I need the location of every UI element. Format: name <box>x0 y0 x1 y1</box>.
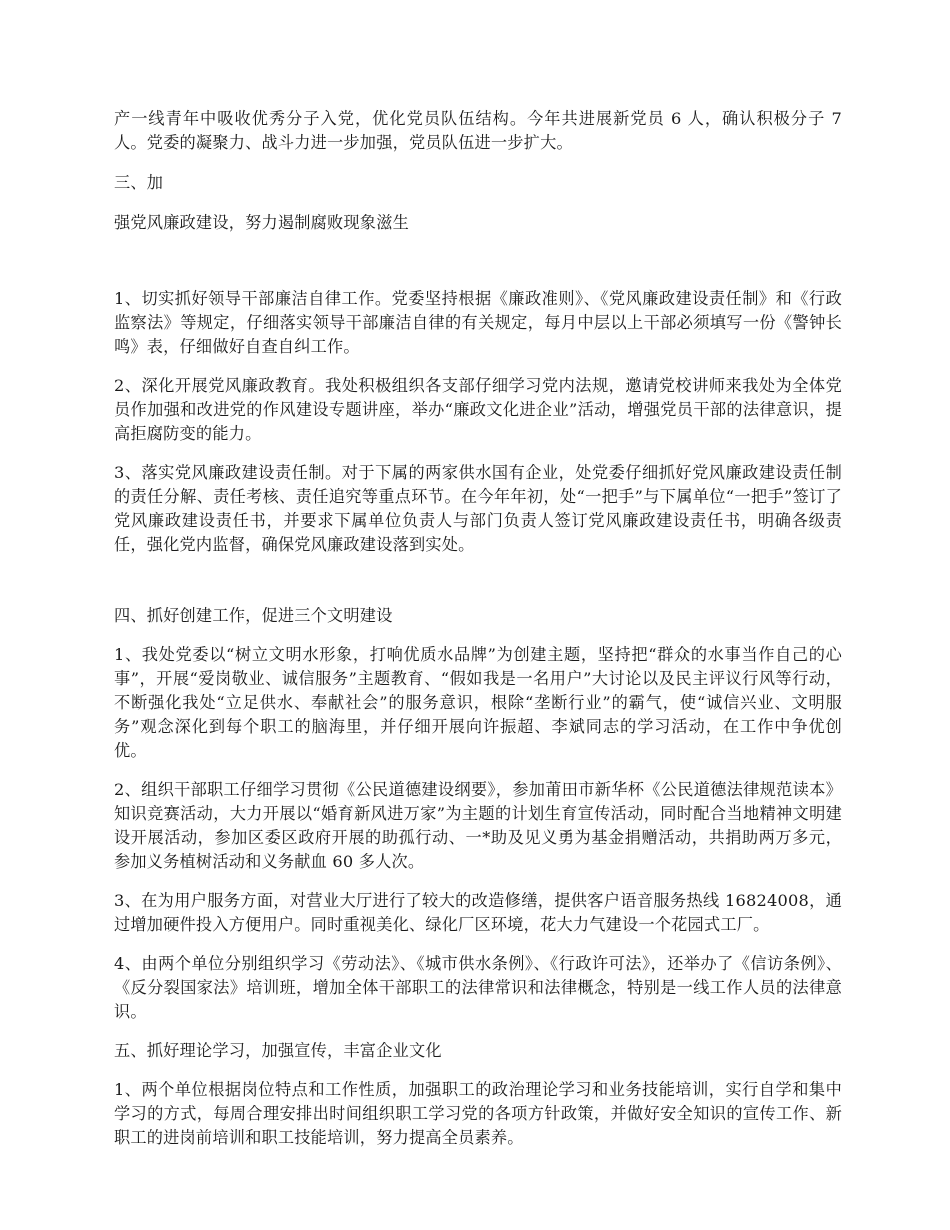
paragraph-4-1: 1、我处党委以“树立文明水形象，打响优质水品牌”为创建主题，坚持把“群众的水事当作自己的心事”，开展“爱岗敬业、诚信服务”主题教育、“假如我是一名用户”大讨论以及民主评议行风等行动，不断强化我处“立足供水、奉献社会”的服务意识，根除“垄断行业”的霸气，使“诚信兴业、文明服务”观念深化到每个职工的脑海里，并仔细开展向许振超、李斌同志的学习活动，在工作中争优创优。 <box>114 645 842 760</box>
paragraph-4-3: 3、在为用户服务方面，对营业大厅进行了较大的改造修缮，提供客户语音服务热线 16824008，通过增加硬件投入方便用户。同时重视美化、绿化厂区环境，花大力气建设一个花园式工厂。 <box>114 891 842 934</box>
paragraph-5-1: 1、两个单位根据岗位特点和工作性质，加强职工的政治理论学习和业务技能培训，实行自学和集中学习的方式，每周合理安排出时间组织职工学习党的各项方针政策，并做好安全知识的宣传工作、新职工的进岗前培训和职工技能培训，努力提高全员素养。 <box>114 1080 842 1147</box>
paragraph-4-4: 4、由两个单位分别组织学习《劳动法》、《城市供水条例》、《行政许可法》，还举办了《信访条例》、《反分裂国家法》培训班，增加全体干部职工的法律常识和法律概念，特别是一线工作人员的法律意识。 <box>114 954 842 1021</box>
paragraph-party-development: 产一线青年中吸收优秀分子入党，优化党员队伍结构。今年共进展新党员 6 人，确认积极分子 7 人。党委的凝聚力、战斗力进一步加强，党员队伍进一步扩大。 <box>114 109 842 152</box>
paragraph-3-1: 1、切实抓好领导干部廉洁自律工作。党委坚持根据《廉政准则》、《党风廉政建设责任制》和《行政监察法》等规定，仔细落实领导干部廉洁自律的有关规定，每月中层以上干部必须填写一份《警钟长鸣》表，仔细做好自查自纠工作。 <box>114 289 842 356</box>
paragraph-3-3: 3、落实党风廉政建设责任制。对于下属的两家供水国有企业，处党委仔细抓好党风廉政建设责任制的责任分解、责任考核、责任追究等重点环节。在今年年初，处“一把手”与下属单位“一把手”签订了党风廉政建设责任书，并要求下属单位负责人与部门负责人签订党风廉政建设责任书，明确各级责任，强化党内监督，确保党风廉政建设落到实处。 <box>114 463 842 554</box>
section-heading-5: 五、抓好理论学习，加强宣传，丰富企业文化 <box>114 1041 442 1060</box>
section-heading-3-part2: 强党风廉政建设，努力遏制腐败现象滋生 <box>114 213 409 232</box>
paragraph-3-2: 2、深化开展党风廉政教育。我处积极组织各支部仔细学习党内法规，邀请党校讲师来我处为全体党员作加强和改进党的作风建设专题讲座，举办“廉政文化进企业”活动，增强党员干部的法律意识，提高拒腐防变的能力。 <box>114 376 842 443</box>
section-heading-4: 四、抓好创建工作，促进三个文明建设 <box>114 606 393 625</box>
document-body <box>114 107 842 1150</box>
section-heading-3-part1: 三、加 <box>114 173 164 192</box>
paragraph-4-2: 2、组织干部职工仔细学习贯彻《公民道德建设纲要》，参加莆田市新华杯《公民道德法律规范读本》知识竞赛活动，大力开展以“婚育新风进万家”为主题的计划生育宣传活动，同时配合当地精神文明建设开展活动，参加区委区政府开展的助孤行动、一*助及见义勇为基金捐赠活动，共捐助两万多元，参加义务植树活动和义务献血 60 多人次。 <box>114 780 842 871</box>
